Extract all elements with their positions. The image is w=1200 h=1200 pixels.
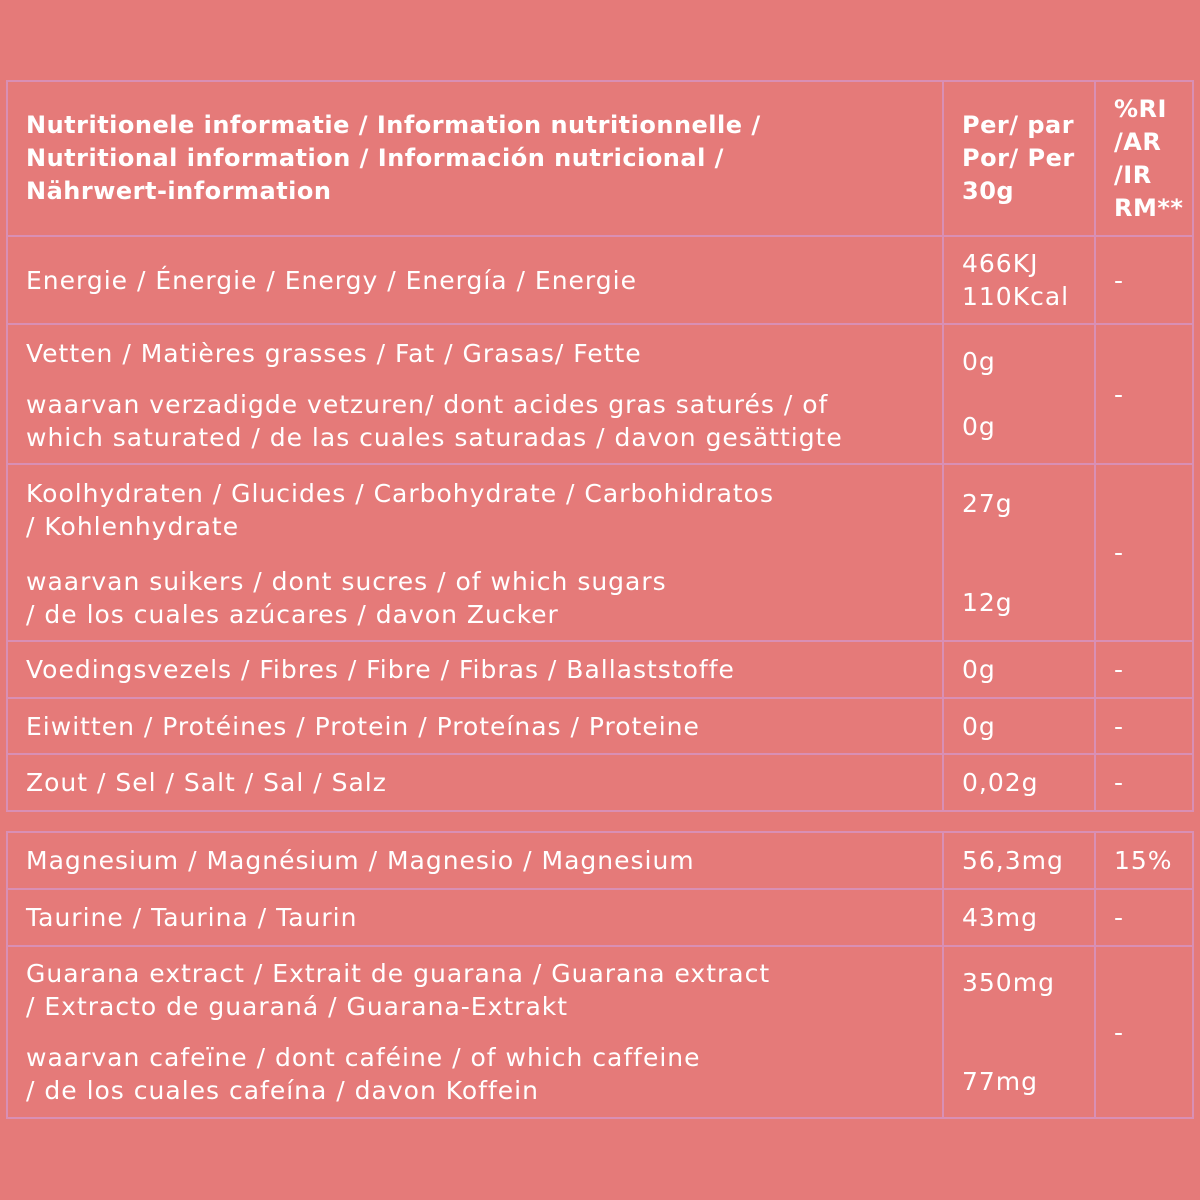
energy-value-cell xyxy=(943,236,1095,324)
guarana-label-line-1: Guarana extract / Extrait de guarana / Guarana extract xyxy=(26,959,771,988)
fibre-label: Voedingsvezels / Fibres / Fibre / Fibras / Ballaststoffe xyxy=(7,641,943,698)
header-title-line-3: Nährwert-information xyxy=(26,177,332,205)
carbs-ri: - xyxy=(1095,464,1193,641)
guarana-ri: - xyxy=(1095,946,1193,1118)
protein-value: 0g xyxy=(943,698,1095,754)
protein-label: Eiwitten / Protéines / Protein / Proteínas / Proteine xyxy=(7,698,943,754)
fat-ri: - xyxy=(1095,324,1193,464)
salt-ri: - xyxy=(1095,754,1193,811)
taurine-label: Taurine / Taurina / Taurin xyxy=(7,889,943,946)
energy-kcal-value: 110Kcal xyxy=(962,282,1070,311)
energy-row xyxy=(7,236,1193,324)
fat-row xyxy=(7,324,1193,464)
guarana-label-cell xyxy=(7,946,943,1118)
supplement-table xyxy=(6,831,1194,1119)
taurine-value: 43mg xyxy=(943,889,1095,946)
energy-ri: - xyxy=(1095,236,1193,324)
fibre-ri: - xyxy=(1095,641,1193,698)
carbs-sub-label-line-2: / de los cuales azúcares / davon Zucker xyxy=(26,600,559,629)
guarana-value-cell xyxy=(943,946,1095,1118)
protein-row xyxy=(7,698,1193,754)
fibre-row xyxy=(7,641,1193,698)
header-ri-cell xyxy=(1095,81,1193,236)
nutrition-table xyxy=(6,80,1194,812)
magnesium-value: 56,3mg xyxy=(943,832,1095,889)
header-per-cell xyxy=(943,81,1095,236)
magnesium-row xyxy=(7,832,1193,889)
header-title-cell xyxy=(7,81,943,236)
header-ri-line-1: %RI xyxy=(1114,94,1167,123)
header-ri-line-4: RM** xyxy=(1114,193,1184,222)
fat-value-cell xyxy=(943,324,1095,464)
header-per-line-3: 30g xyxy=(962,177,1015,205)
header-row xyxy=(7,81,1193,236)
fibre-value: 0g xyxy=(943,641,1095,698)
energy-kj-value: 466KJ xyxy=(962,249,1039,278)
magnesium-label: Magnesium / Magnésium / Magnesio / Magnesium xyxy=(7,832,943,889)
carbs-label-cell xyxy=(7,464,943,641)
fat-sub-label-line-2: which saturated / de las cuales saturadas / davon gesättigte xyxy=(26,423,843,452)
carbs-row xyxy=(7,464,1193,641)
salt-row xyxy=(7,754,1193,811)
carbs-label-line-1: Koolhydraten / Glucides / Carbohydrate / Carbohidratos xyxy=(26,479,775,508)
taurine-row xyxy=(7,889,1193,946)
salt-value: 0,02g xyxy=(943,754,1095,811)
protein-ri: - xyxy=(1095,698,1193,754)
header-title-line-1: Nutritionele informatie / Information nutritionnelle / xyxy=(26,111,761,139)
header-ri-line-3: /IR xyxy=(1114,160,1152,189)
fat-sub-value: 0g xyxy=(962,412,996,441)
guarana-row xyxy=(7,946,1193,1118)
fat-value: 0g xyxy=(962,347,996,376)
carbs-value-cell xyxy=(943,464,1095,641)
guarana-sub-label-line-1: waarvan cafeïne / dont caféine / of which caffeine xyxy=(26,1043,701,1072)
carbs-value: 27g xyxy=(962,489,1013,518)
guarana-value: 350mg xyxy=(962,968,1055,997)
fat-label: Vetten / Matières grasses / Fat / Grasas/ Fette xyxy=(26,339,642,368)
carbs-sub-label-line-1: waarvan suikers / dont sucres / of which sugars xyxy=(26,567,667,596)
guarana-sub-label-line-2: / de los cuales cafeína / davon Koffein xyxy=(26,1076,539,1105)
fat-label-cell xyxy=(7,324,943,464)
header-title-line-2: Nutritional information / Información nutricional / xyxy=(26,144,724,172)
energy-label: Energie / Énergie / Energy / Energía / Energie xyxy=(7,236,943,324)
header-per-line-1: Per/ par xyxy=(962,111,1075,139)
fat-sub-label-line-1: waarvan verzadigde vetzuren/ dont acides gras saturés / of xyxy=(26,390,829,419)
header-ri-line-2: /AR xyxy=(1114,127,1162,156)
magnesium-ri: 15% xyxy=(1095,832,1193,889)
guarana-label-line-2: / Extracto de guaraná / Guarana-Extrakt xyxy=(26,992,569,1021)
salt-label: Zout / Sel / Salt / Sal / Salz xyxy=(7,754,943,811)
taurine-ri: - xyxy=(1095,889,1193,946)
guarana-sub-value: 77mg xyxy=(962,1067,1039,1096)
carbs-sub-value: 12g xyxy=(962,588,1013,617)
header-per-line-2: Por/ Per xyxy=(962,144,1075,172)
carbs-label-line-2: / Kohlenhydrate xyxy=(26,512,240,541)
